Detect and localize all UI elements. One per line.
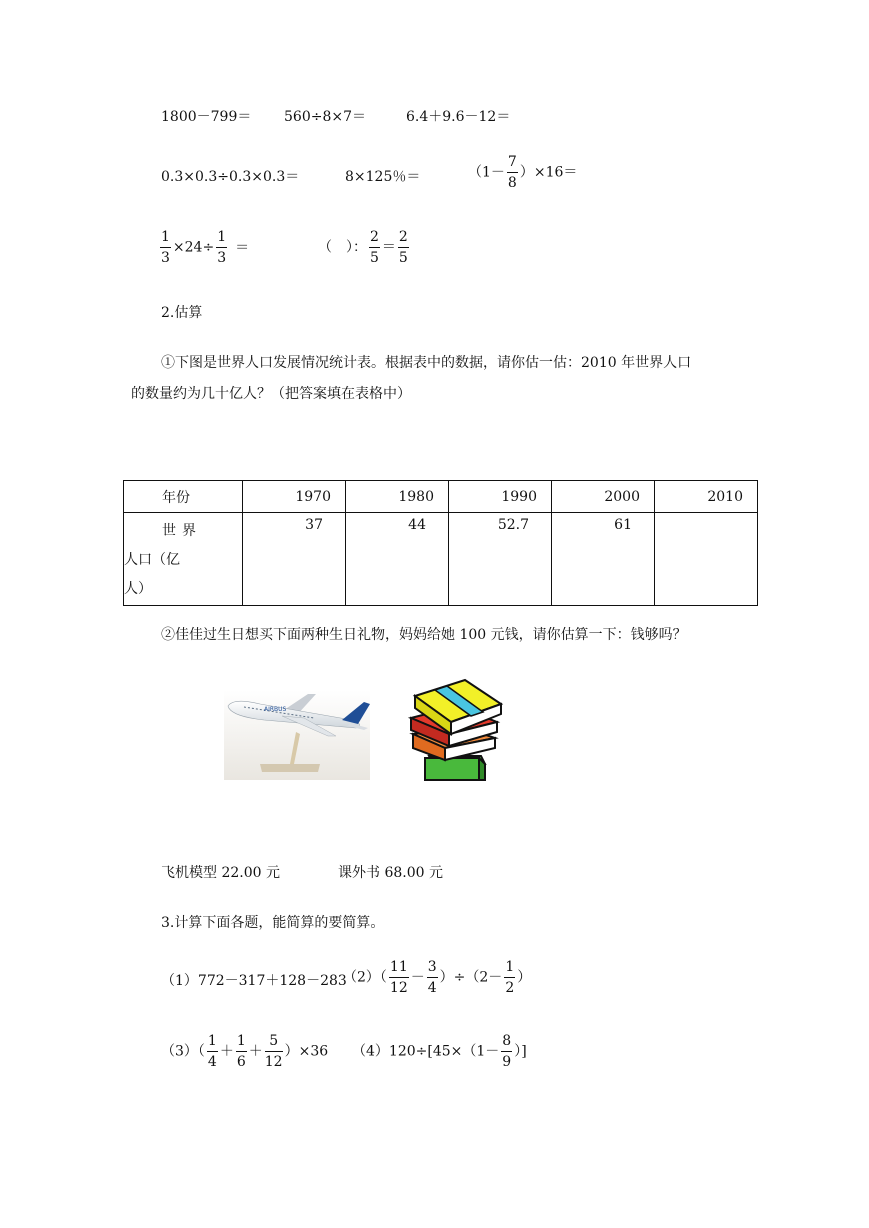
fraction: $\frac{11}{12}$: [389, 959, 408, 996]
fraction: $\frac{1}{3}$: [217, 229, 227, 266]
fraction: $\frac{1}{4}$: [207, 1033, 217, 1070]
population-label: 世界 人口（亿 人）: [124, 513, 243, 606]
fraction: $\frac{1}{3}$: [161, 229, 170, 266]
table-header-row: [124, 481, 758, 513]
airplane-model-image: [224, 690, 370, 780]
books-image: [405, 676, 507, 784]
expr-560-div: 560÷8×7＝: [284, 109, 366, 125]
population-value: 61: [552, 513, 655, 606]
svg-text:AIRBUS: AIRBUS: [264, 706, 287, 713]
question-1-line-1: ①下图是世界人口发展情况统计表。根据表中的数据，请你估一估：2010 年世界人口: [161, 355, 692, 371]
problem-1: （1）772－317＋128－283: [161, 973, 347, 989]
problem-3: （3）（ $\frac{1}{4}$ ＋ $\frac{1}{6}$ ＋ $\frac{5}{12}$ ）×36: [161, 1033, 329, 1070]
expr-6-4-plus: 6.4＋9.6－12＝: [406, 109, 511, 125]
header-year-label: 年份: [124, 481, 243, 513]
expr-one-minus-seven-eighths: （1－ $\frac{7}{8}$ ）×16＝: [468, 154, 578, 191]
expr-1800-minus-799: 1800－799＝: [161, 109, 252, 125]
section-3-title: 3.计算下面各题，能简算的要简算。: [161, 915, 385, 931]
section-2-title: 2.估算: [161, 305, 203, 321]
question-2-text: ②佳佳过生日想买下面两种生日礼物，妈妈给她 100 元钱，请你估算一下：钱够吗？: [161, 627, 687, 643]
fraction: $\frac{2}{5}$: [398, 229, 408, 266]
year-cell: 1980: [346, 481, 449, 513]
population-table: [123, 480, 758, 606]
year-cell: 1990: [449, 481, 552, 513]
table-data-row: [124, 513, 758, 606]
airplane-price-label: 飞机模型 22.00 元: [161, 865, 280, 881]
fraction: $\frac{1}{2}$: [505, 959, 515, 996]
year-cell: 1970: [243, 481, 346, 513]
population-value: 37: [243, 513, 346, 606]
expr-fraction-times-24: $\frac{1}{3}$ ×24÷ $\frac{1}{3}$ ＝: [161, 229, 250, 266]
fraction: $\frac{7}{8}$: [507, 154, 517, 191]
question-1-line-2: 的数量约为几十亿人？（把答案填在表格中）: [131, 386, 411, 402]
fraction: $\frac{8}{9}$: [502, 1033, 512, 1070]
population-value: 44: [346, 513, 449, 606]
fraction: $\frac{2}{5}$: [370, 229, 379, 266]
book-price-label: 课外书 68.00 元: [338, 865, 443, 881]
fraction: $\frac{1}{6}$: [236, 1033, 246, 1070]
year-cell: 2010: [655, 481, 758, 513]
answer-cell-2010[interactable]: [655, 513, 758, 606]
population-value: 52.7: [449, 513, 552, 606]
expr-8-times-125: 8×125％＝: [345, 169, 421, 185]
expr-0-3-product: 0.3×0.3÷0.3×0.3＝: [161, 169, 300, 185]
fraction: $\frac{5}{12}$: [264, 1033, 283, 1070]
fraction: $\frac{3}{4}$: [427, 959, 437, 996]
expr-ratio-blank: （ ）： $\frac{2}{5}$ ＝ $\frac{2}{5}$: [318, 229, 408, 266]
problem-4: （4）120÷[45×（1－ $\frac{8}{9}$ ）]: [352, 1033, 527, 1070]
problem-2: （2）（ $\frac{11}{12}$ － $\frac{3}{4}$ ）÷（2－ $\frac{1}{2}$ ）: [343, 959, 532, 996]
year-cell: 2000: [552, 481, 655, 513]
